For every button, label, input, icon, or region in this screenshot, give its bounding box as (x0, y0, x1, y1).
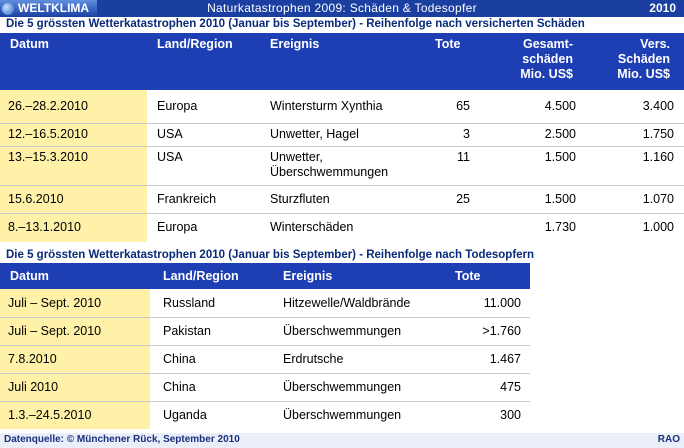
insured-loss-value: 1.000 (642, 220, 674, 234)
deaths-value: 11.000 (483, 296, 521, 310)
page-title: Naturkatastrophen 2009: Schäden & Todesopfer (207, 1, 477, 15)
event-value: Überschwemmungen (283, 408, 402, 422)
event-value: Sturzfluten (270, 191, 330, 206)
table-row (0, 373, 530, 401)
row-divider (0, 401, 530, 402)
row-divider (0, 146, 684, 147)
event-value: Wintersturm Xynthia (270, 99, 383, 113)
deaths-value: 11 (457, 150, 470, 164)
date-value: 7.8.2010 (8, 352, 57, 366)
col-ereignis: Ereignis (283, 269, 333, 283)
deaths-value: 300 (500, 408, 521, 422)
insured-loss-value: 1.070 (642, 191, 674, 206)
title-bar (0, 0, 684, 17)
row-divider (0, 123, 684, 124)
date-value: 13.–15.3.2010 (8, 150, 88, 164)
event-value: Überschwemmungen (283, 324, 402, 338)
date-value: 8.–13.1.2010 (8, 220, 81, 234)
row-divider (0, 373, 530, 374)
date-value: 12.–16.5.2010 (8, 127, 88, 141)
col-gesamt: Gesamt- schäden Mio. US$ (520, 37, 573, 81)
region-value: Europa (157, 220, 198, 234)
date-value: Juli – Sept. 2010 (8, 296, 102, 310)
deaths-value: 65 (456, 99, 470, 113)
table-row (0, 123, 684, 146)
date-value: Juli 2010 (8, 380, 59, 394)
total-loss-value: 1.500 (544, 150, 576, 164)
row-divider (0, 213, 684, 214)
date-value: 15.6.2010 (8, 191, 64, 206)
total-loss-value: 1.500 (544, 191, 576, 206)
deaths-value: 475 (500, 380, 521, 394)
region-value: Europa (157, 99, 198, 113)
table-row (0, 317, 530, 345)
col-vers: Vers. Schäden Mio. US$ (617, 37, 670, 81)
table-row (0, 185, 684, 213)
region-value: USA (157, 150, 183, 164)
deaths-value: >1.760 (482, 324, 521, 338)
table-row (0, 401, 530, 429)
table-row (0, 90, 684, 123)
date-value: 1.3.–24.5.2010 (8, 408, 92, 422)
region-value: China (163, 380, 196, 394)
deaths-value: 3 (463, 127, 470, 141)
col-tote: Tote (435, 37, 461, 51)
deaths-value: 25 (456, 191, 470, 206)
insured-loss-value: 1.750 (642, 127, 674, 141)
table1-header (0, 33, 684, 90)
deaths-value: 1.467 (489, 352, 521, 366)
event-value: Winterschäden (270, 220, 354, 234)
table-row (0, 289, 530, 317)
col-datum: Datum (10, 37, 49, 51)
event-value: Erdrutsche (283, 352, 344, 366)
row-divider (0, 185, 684, 186)
table-row (0, 146, 684, 185)
event-value: Überschwemmungen (283, 380, 402, 394)
table-row (0, 213, 684, 242)
region-value: China (163, 352, 196, 366)
table1-subtitle: Die 5 grössten Wetterkatastrophen 2010 (Januar bis September) - Reihenfolge nach versicherten Schäden (6, 18, 585, 30)
total-loss-value: 1.730 (544, 220, 576, 234)
row-divider (0, 345, 530, 346)
col-tote: Tote (455, 269, 481, 283)
col-ereignis: Ereignis (270, 37, 320, 51)
region-value: Pakistan (163, 324, 211, 338)
table2-subtitle: Die 5 grössten Wetterkatastrophen 2010 (Januar bis September) - Reihenfolge nach Todesopfern (6, 249, 535, 261)
col-land: Land/Region (157, 37, 233, 51)
date-value: Juli – Sept. 2010 (8, 324, 102, 338)
date-value: 26.–28.2.2010 (8, 99, 88, 113)
region-value: Uganda (163, 408, 207, 422)
region-value: Russland (163, 296, 216, 310)
insured-loss-value: 3.400 (642, 99, 674, 113)
footer (0, 433, 684, 448)
source-note: Datenquelle: © Münchener Rück, September 2010 (4, 434, 240, 445)
total-loss-value: 2.500 (544, 127, 576, 141)
table-row (0, 345, 530, 373)
brand-label: WELTKLIMA (18, 1, 90, 15)
rao-logo: RAO (657, 434, 680, 445)
region-value: USA (157, 127, 183, 141)
col-datum: Datum (10, 269, 49, 283)
row-divider (0, 317, 530, 318)
insured-loss-value: 1.160 (642, 150, 674, 164)
year-label: 2010 (649, 1, 676, 15)
event-value: Hitzewelle/Waldbrände (283, 296, 411, 310)
region-value: Frankreich (157, 191, 217, 206)
table2-header (0, 263, 530, 289)
event-value: Unwetter, Überschwemmungen (270, 150, 389, 179)
total-loss-value: 4.500 (544, 99, 576, 113)
col-land: Land/Region (163, 269, 239, 283)
event-value: Unwetter, Hagel (270, 127, 359, 141)
